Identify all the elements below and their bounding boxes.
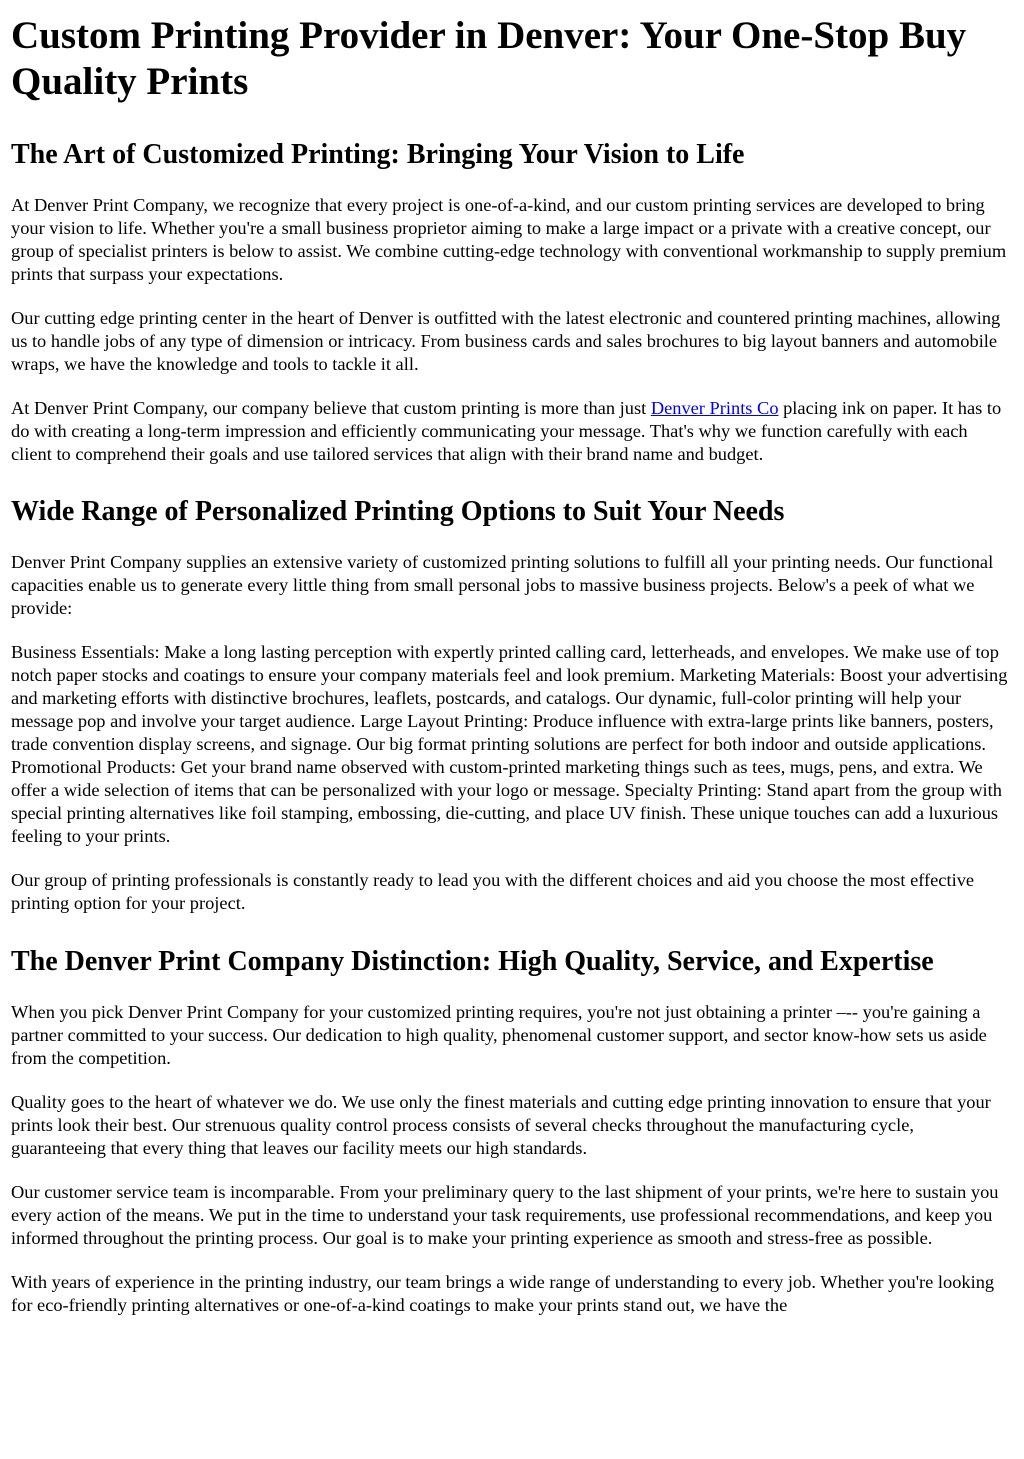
page-title: Custom Printing Provider in Denver: Your One-Stop Buy Quality Prints: [11, 14, 967, 103]
paragraph: Our group of printing professionals is constantly ready to lead you with the different choices and aid you choose the most effective printing option for your project.: [11, 870, 975, 913]
section-heading-art-of-printing: The Art of Customized Printing: Bringing Your Vision to Life: [11, 139, 745, 170]
paragraph: Quality goes to the heart of whatever we do. We use only the finest materials and cutting edge printing innovation to ensure that your prints look their best. Our strenuous quality control process consists of several checks throughout the manufacturing cycle, guaranteeing that every thing that leaves our facility meets our high standards.: [11, 1092, 991, 1158]
paragraph: With years of experience in the printing industry, our team brings a wide range of understanding to every job. Whether you're looking for eco-friendly printing alternatives or one-of-a-kind coatings to make your prints stand out, we have the: [11, 1272, 995, 1315]
article: [0, 13, 1024, 1317]
section-heading-printing-options: Wide Range of Personalized Printing Options to Suit Your Needs: [11, 496, 785, 527]
paragraph-with-link: [11, 397, 1013, 466]
paragraph: At Denver Print Company, we recognize that every project is one-of-a-kind, and our custom printing services are developed to bring your vision to life. Whether you're a small business proprietor aiming to make a large impact or a private with a creative concept, our group of specialist printers is below to assist. We combine cutting-edge technology with conventional workmanship to supply premium prints that surpass your expectations.: [11, 195, 1007, 284]
denver-prints-co-link[interactable]: Denver Prints Co: [650, 398, 779, 418]
paragraph: Our customer service team is incomparable. From your preliminary query to the last shipment of your prints, we're here to sustain you every action of the means. We put in the time to understand your task requirements, use professional recommendations, and keep you informed throughout the printing process. Our goal is to make your printing experience as smooth and stress-free as possible.: [11, 1182, 999, 1248]
paragraph: Business Essentials: Make a long lasting perception with expertly printed calling card, letterheads, and envelopes. We make use of top notch paper stocks and coatings to ensure your company materials feel and look premium. Marketing Materials: Boost your advertising and marketing efforts with distinctive brochures, leaflets, postcards, and catalogs. Our dynamic, full-color printing will help your message pop and involve your target audience. Large Layout Printing: Produce influence with extra-large prints like banners, posters, trade convention display screens, and signage. Our big format printing solutions are perfect for both indoor and outside applications. Promotional Products: Get your brand name observed with custom-printed marketing things such as tees, mugs, pens, and extra. We offer a wide selection of items that can be personalized with your logo or message. Specialty Printing: Stand apart from the group with special printing alternatives like foil stamping, embossing, die-cutting, and place UV finish. These unique touches can add a luxurious feeling to your prints.: [11, 642, 1008, 846]
paragraph: Denver Print Company supplies an extensive variety of customized printing solutions to fulfill all your printing needs. Our functional capacities enable us to generate every little thing from small personal jobs to massive business projects. Below's a peek of what we provide:: [11, 552, 994, 618]
paragraph: Our cutting edge printing center in the heart of Denver is outfitted with the latest electronic and countered printing machines, allowing us to handle jobs of any type of dimension or intricacy. From business cards and sales brochures to big layout banners and automobile wraps, we have the knowledge and tools to tackle it all.: [11, 308, 1001, 374]
paragraph: When you pick Denver Print Company for your customized printing requires, you're not just obtaining a printer –-- you're gaining a partner committed to your success. Our dedication to high quality, phenomenal customer support, and sector know-how sets us aside from the competition.: [11, 1002, 987, 1068]
paragraph-text: placing ink on paper. It has to do with creating a long-term impression and efficiently communicating your message. That's why we function carefully with each client to comprehend their goals and use tailored services that align with their brand name and budget.: [11, 398, 1002, 464]
section-heading-distinction: The Denver Print Company Distinction: High Quality, Service, and Expertise: [11, 946, 934, 977]
paragraph-text: At Denver Print Company, our company believe that custom printing is more than just: [11, 398, 651, 418]
